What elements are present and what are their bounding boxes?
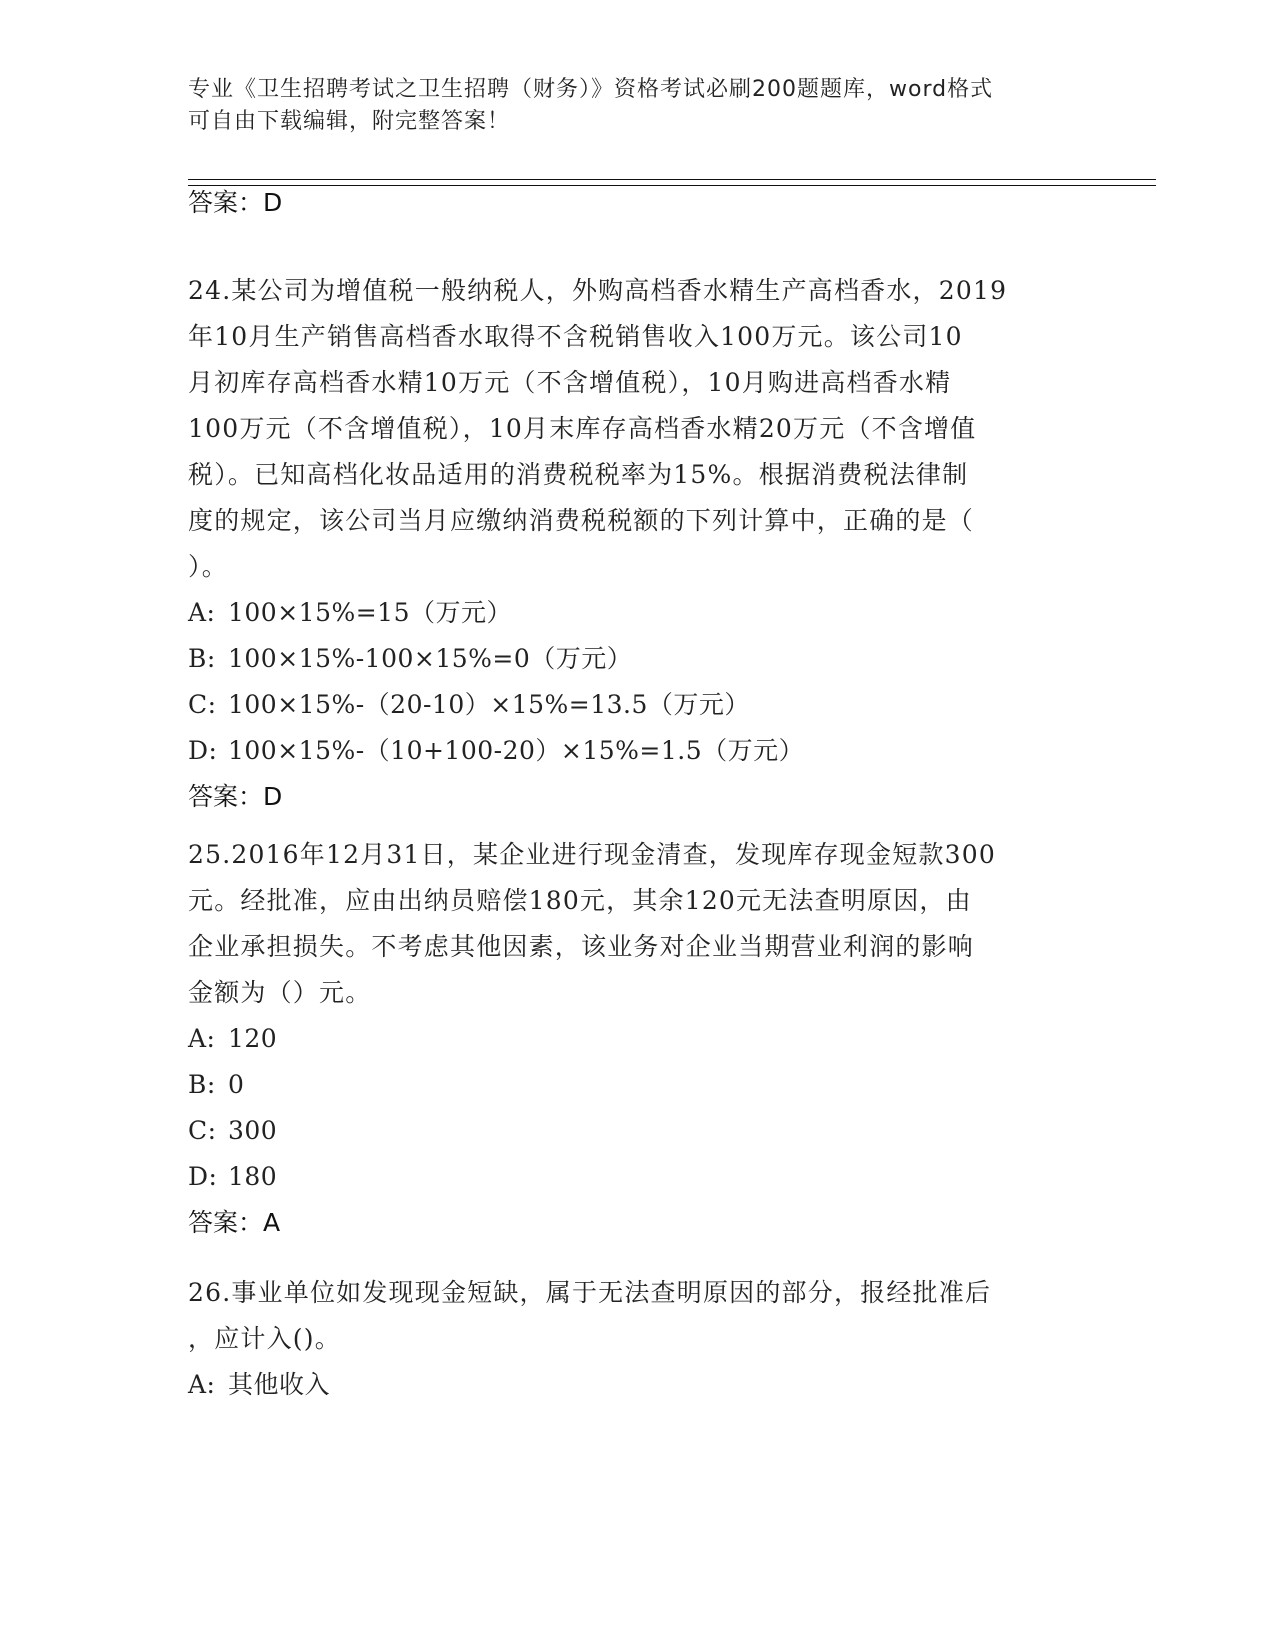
answer-label: 答案：D [188, 188, 283, 217]
option-c [188, 682, 1088, 728]
question-25 [188, 832, 1088, 1246]
question-text-line: 元。经批准，应由出纳员赔偿180元，其余120元无法查明原因，由 [188, 886, 972, 915]
option-key: B: [188, 1070, 216, 1099]
question-text-line: 度的规定，该公司当月应缴纳消费税税额的下列计算中，正确的是（ [188, 506, 975, 535]
question-text-line: 26.事业单位如发现现金短缺，属于无法查明原因的部分，报经批准后 [188, 1278, 992, 1307]
option-a [188, 1362, 1088, 1408]
option-key: C: [188, 690, 217, 719]
option-key: D: [188, 736, 218, 765]
option-d [188, 1154, 1088, 1200]
option-a [188, 590, 1088, 636]
question-text-line: 税）。已知高档化妆品适用的消费税税率为15%。根据消费税法律制 [188, 460, 969, 489]
option-b [188, 636, 1088, 682]
option-key: D: [188, 1162, 218, 1191]
question-text-line: ）。 [188, 552, 228, 581]
option-text: 120 [228, 1024, 278, 1053]
answer-label: 答案：A [188, 1208, 281, 1237]
answer-label: 答案：D [188, 782, 283, 811]
option-key: A: [188, 598, 216, 627]
question-text-line: 企业承担损失。不考虑其他因素，该业务对企业当期营业利润的影响 [188, 932, 975, 961]
question-text-line: 100万元（不含增值税），10月末库存高档香水精20万元（不含增值 [188, 414, 977, 443]
option-a [188, 1016, 1088, 1062]
document-header [188, 74, 1088, 138]
option-text: 其他收入 [228, 1370, 331, 1399]
option-text: 100×15%-（10+100-20）×15%=1.5（万元） [228, 736, 805, 765]
question-text-line: 年10月生产销售高档香水取得不含税销售收入100万元。该公司10 [188, 322, 963, 351]
option-c [188, 1108, 1088, 1154]
question-text-line: 25.2016年12月31日，某企业进行现金清查，发现库存现金短款300 [188, 840, 996, 869]
question-26 [188, 1270, 1088, 1408]
previous-answer-block [188, 180, 1088, 226]
question-text-line: 金额为（）元。 [188, 978, 372, 1007]
question-text-line: ，应计入()。 [188, 1324, 341, 1353]
option-text: 100×15%=15（万元） [228, 598, 512, 627]
option-key: A: [188, 1370, 216, 1399]
header-line-1: 专业《卫生招聘考试之卫生招聘（财务）》资格考试必刷200题题库，word格式 [188, 77, 994, 102]
option-key: A: [188, 1024, 216, 1053]
option-text: 100×15%-100×15%=0（万元） [228, 644, 633, 673]
option-key: B: [188, 644, 216, 673]
option-b [188, 1062, 1088, 1108]
option-d [188, 728, 1088, 774]
option-text: 300 [228, 1116, 278, 1145]
question-text-line: 24.某公司为增值税一般纳税人，外购高档香水精生产高档香水，2019 [188, 276, 1008, 305]
option-text: 100×15%-（20-10）×15%=13.5（万元） [228, 690, 750, 719]
option-text: 0 [228, 1070, 245, 1099]
question-text-line: 月初库存高档香水精10万元（不含增值税），10月购进高档香水精 [188, 368, 952, 397]
option-key: C: [188, 1116, 217, 1145]
option-text: 180 [228, 1162, 278, 1191]
question-24 [188, 268, 1088, 820]
header-line-2: 可自由下载编辑，附完整答案！ [188, 109, 511, 134]
